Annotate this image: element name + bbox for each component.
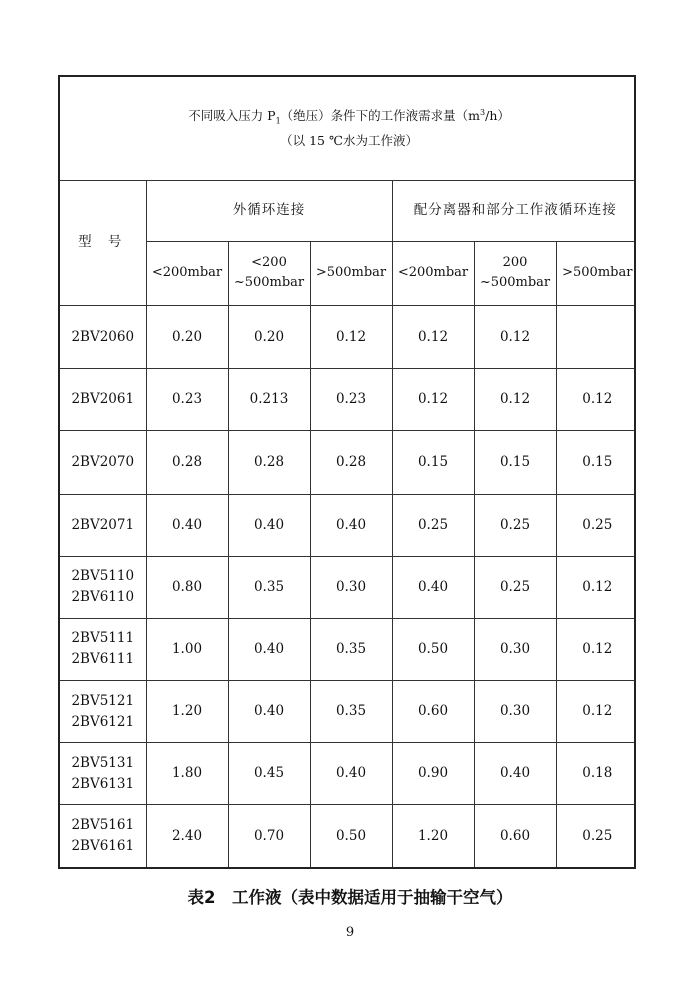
model-cell: 2BV5111 2BV6111 [60, 618, 146, 680]
table-title-line2: （以 15 ℃水为工作液） [280, 132, 418, 148]
page-number: 9 [345, 925, 355, 940]
value-cell: 0.25 [556, 494, 636, 556]
value-cell: 0.40 [228, 494, 310, 556]
model-cell: 2BV5121 2BV6121 [60, 680, 146, 742]
value-cell: 0.40 [310, 494, 392, 556]
value-cell: 0.25 [392, 494, 474, 556]
value-cell: 0.30 [474, 618, 556, 680]
value-cell: 0.20 [228, 306, 310, 369]
liquid-demand-table [58, 75, 636, 869]
table-caption: 表2 工作液（表中数据适用于抽输干空气） [187, 888, 513, 907]
value-cell: 0.15 [474, 431, 556, 494]
model-cell: 2BV2070 [60, 431, 146, 494]
model-cell: 2BV5161 2BV6161 [60, 805, 146, 867]
value-cell: 0.90 [392, 743, 474, 805]
value-cell: 0.80 [146, 556, 228, 618]
ext-lt200-header: <200mbar [146, 241, 228, 305]
value-cell: 0.12 [474, 306, 556, 369]
value-cell: 0.70 [228, 805, 310, 867]
data-table [60, 77, 636, 867]
value-cell: 1.20 [392, 805, 474, 867]
value-cell: 0.20 [146, 306, 228, 369]
model-cell: 2BV2060 [60, 306, 146, 369]
table-row [60, 306, 636, 369]
table-row [60, 494, 636, 556]
model-cell: 2BV5131 2BV6131 [60, 743, 146, 805]
value-cell: 1.80 [146, 743, 228, 805]
value-cell: 0.12 [556, 369, 636, 431]
value-cell: 0.12 [474, 369, 556, 431]
value-cell: 0.28 [228, 431, 310, 494]
table-row [60, 556, 636, 618]
value-cell: 0.40 [228, 618, 310, 680]
value-cell: 0.40 [228, 680, 310, 742]
value-cell: 0.23 [146, 369, 228, 431]
value-cell: 0.213 [228, 369, 310, 431]
value-cell: 0.12 [556, 556, 636, 618]
external-circulation-header: 外循环连接 [146, 180, 392, 241]
ext-200-500-header: <200 ~500mbar [228, 241, 310, 305]
value-cell: 0.40 [474, 743, 556, 805]
table-title-line1: 不同吸入压力 $P_1$（绝压）条件下的工作液需求量$(m^3/h)$ [188, 108, 510, 126]
value-cell: 0.12 [310, 306, 392, 369]
sep-gt500-header: >500mbar [556, 241, 636, 305]
table-row [60, 431, 636, 494]
model-cell: 2BV2061 [60, 369, 146, 431]
value-cell: 0.50 [310, 805, 392, 867]
value-cell [556, 306, 636, 369]
value-cell: 0.28 [146, 431, 228, 494]
value-cell: 0.25 [474, 556, 556, 618]
sep-200-500-header: 200 ~500mbar [474, 241, 556, 305]
table-row [60, 680, 636, 742]
table-row [60, 369, 636, 431]
value-cell: 0.28 [310, 431, 392, 494]
model-header: 型 号 [60, 180, 146, 305]
value-cell: 0.12 [556, 680, 636, 742]
value-cell: 0.15 [392, 431, 474, 494]
value-cell: 0.18 [556, 743, 636, 805]
value-cell: 0.35 [228, 556, 310, 618]
value-cell: 1.00 [146, 618, 228, 680]
value-cell: 0.35 [310, 680, 392, 742]
value-cell: 0.25 [474, 494, 556, 556]
value-cell: 0.30 [310, 556, 392, 618]
value-cell: 1.20 [146, 680, 228, 742]
table-row [60, 743, 636, 805]
value-cell: 0.25 [556, 805, 636, 867]
value-cell: 0.40 [146, 494, 228, 556]
separator-circulation-header: 配分离器和部分工作液循环连接 [392, 180, 636, 241]
value-cell: 0.23 [310, 369, 392, 431]
sep-lt200-header: <200mbar [392, 241, 474, 305]
table-row [60, 618, 636, 680]
value-cell: 0.40 [392, 556, 474, 618]
value-cell: 0.50 [392, 618, 474, 680]
table-row [60, 805, 636, 867]
value-cell: 0.45 [228, 743, 310, 805]
value-cell: 0.40 [310, 743, 392, 805]
model-cell: 2BV2071 [60, 494, 146, 556]
value-cell: 0.60 [474, 805, 556, 867]
value-cell: 2.40 [146, 805, 228, 867]
value-cell: 0.12 [392, 306, 474, 369]
value-cell: 0.12 [556, 618, 636, 680]
table-title [60, 77, 636, 180]
value-cell: 0.35 [310, 618, 392, 680]
model-cell: 2BV5110 2BV6110 [60, 556, 146, 618]
value-cell: 0.30 [474, 680, 556, 742]
ext-gt500-header: >500mbar [310, 241, 392, 305]
value-cell: 0.60 [392, 680, 474, 742]
value-cell: 0.12 [392, 369, 474, 431]
value-cell: 0.15 [556, 431, 636, 494]
